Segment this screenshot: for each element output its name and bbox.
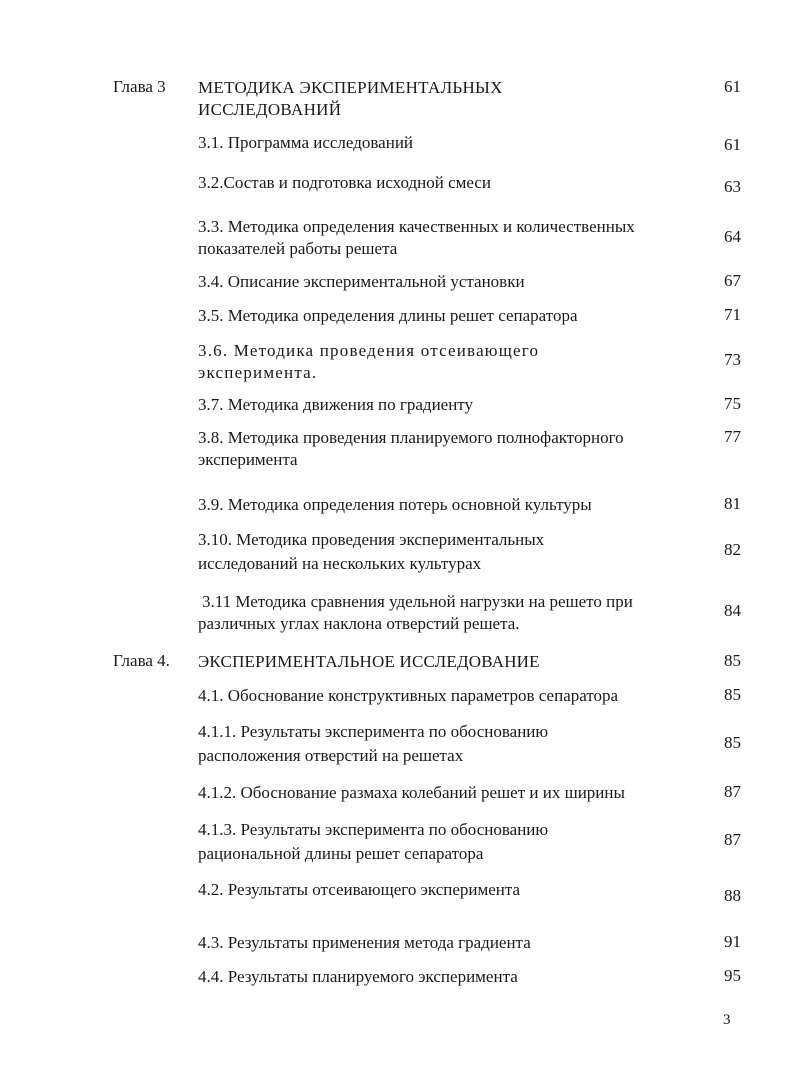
toc-title-line: 3.3. Методика определения качественных и количественных <box>198 217 635 236</box>
toc-entry-title <box>198 172 708 194</box>
page-number: 3 <box>723 1012 731 1028</box>
toc-title-line: 3.6. Методика проведения отсеивающего <box>198 341 540 360</box>
toc-title-line: ЭКСПЕРИМЕНТАЛЬНОЕ ИССЛЕДОВАНИЕ <box>198 652 540 671</box>
toc-entry-title <box>198 271 708 293</box>
toc-title-line: 3.4. Описание экспериментальной установки <box>198 272 525 291</box>
toc-page-number: 87 <box>724 830 741 849</box>
toc-title-line: 3.10. Методика проведения экспериментальных <box>198 530 545 549</box>
toc-title-line: 3.5. Методика определения длины решет сепаратора <box>198 306 578 325</box>
toc-title-line: 4.4. Результаты планируемого эксперимента <box>198 967 518 986</box>
toc-title-line: рациональной длины решет сепаратора <box>198 844 484 863</box>
toc-entry-title <box>198 216 708 260</box>
toc-title-line: расположения отверстий на решетах <box>198 746 464 765</box>
toc-page-number: 63 <box>724 177 741 196</box>
toc-page-number: 95 <box>724 966 741 985</box>
chapter-label: Глава 4. <box>113 651 170 670</box>
toc-page-number: 61 <box>724 135 741 154</box>
toc-page-number: 81 <box>724 494 741 513</box>
toc-title-line: 3.8. Методика проведения планируемого полнофакторного <box>198 428 624 447</box>
toc-page-number: 77 <box>724 427 741 446</box>
toc-title-line: различных углах наклона отверстий решета. <box>198 614 520 633</box>
toc-title-line: 4.3. Результаты применения метода градиента <box>198 933 531 952</box>
toc-entry-title <box>198 932 708 954</box>
toc-title-line: МЕТОДИКА ЭКСПЕРИМЕНТАЛЬНЫХ <box>198 78 503 97</box>
toc-page-number: 85 <box>724 733 741 752</box>
toc-title-line: 4.1. Обоснование конструктивных параметров сепаратора <box>198 686 619 705</box>
toc-entry-title <box>198 77 708 121</box>
toc-title-line: 4.1.3. Результаты эксперимента по обоснованию <box>198 820 549 839</box>
toc-title-line: 3.1. Программа исследований <box>198 133 414 152</box>
toc-page-number: 82 <box>724 540 741 559</box>
toc-page-number: 84 <box>724 601 741 620</box>
toc-title-line: 4.1.2. Обоснование размаха колебаний решет и их ширины <box>198 783 625 802</box>
toc-entry-title <box>198 819 708 865</box>
toc-entry-title <box>198 132 708 154</box>
toc-title-line: ИССЛЕДОВАНИЙ <box>198 100 342 119</box>
toc-entry-title <box>198 305 708 327</box>
toc-entry-title <box>198 494 708 516</box>
toc-entry-title <box>198 966 708 988</box>
toc-entry-title <box>198 782 708 804</box>
toc-title-line: 3.2.Состав и подготовка исходной смеси <box>198 173 492 192</box>
toc-title-line: эксперимента. <box>198 363 318 382</box>
toc-title-line: показателей работы решета <box>198 239 398 258</box>
toc-entry-title <box>198 685 708 707</box>
toc-title-line: исследований на нескольких культурах <box>198 554 482 573</box>
toc-entry-title <box>198 529 708 575</box>
toc-page-number: 85 <box>724 685 741 704</box>
toc-entry-title <box>198 651 708 673</box>
toc-entry-title <box>198 394 708 416</box>
toc-entry-title <box>198 879 708 901</box>
toc-entry-title <box>198 721 708 767</box>
toc-page-number: 87 <box>724 782 741 801</box>
toc-title-line: 3.7. Методика движения по градиенту <box>198 395 474 414</box>
toc-page-number: 88 <box>724 886 741 905</box>
toc-title-line: 3.11 Методика сравнения удельной нагрузки на решето при <box>202 592 633 611</box>
toc-title-line: 4.2. Результаты отсеивающего эксперимента <box>198 880 521 899</box>
toc-page-number: 73 <box>724 350 741 369</box>
toc-page-number: 64 <box>724 227 741 246</box>
toc-title-line: 3.9. Методика определения потерь основной культуры <box>198 495 592 514</box>
toc-page-number: 91 <box>724 932 741 951</box>
toc-title-line: 4.1.1. Результаты эксперимента по обоснованию <box>198 722 549 741</box>
toc-entry-title <box>198 591 712 635</box>
toc-page-number: 71 <box>724 305 741 324</box>
toc-page-number: 61 <box>724 77 741 96</box>
toc-title-line: эксперимента <box>198 450 298 469</box>
toc-entry-title <box>198 340 708 384</box>
toc-entry-title <box>198 427 708 471</box>
toc-page-number: 85 <box>724 651 741 670</box>
chapter-label: Глава 3 <box>113 77 166 96</box>
toc-page-number: 75 <box>724 394 741 413</box>
toc-page-number: 67 <box>724 271 741 290</box>
